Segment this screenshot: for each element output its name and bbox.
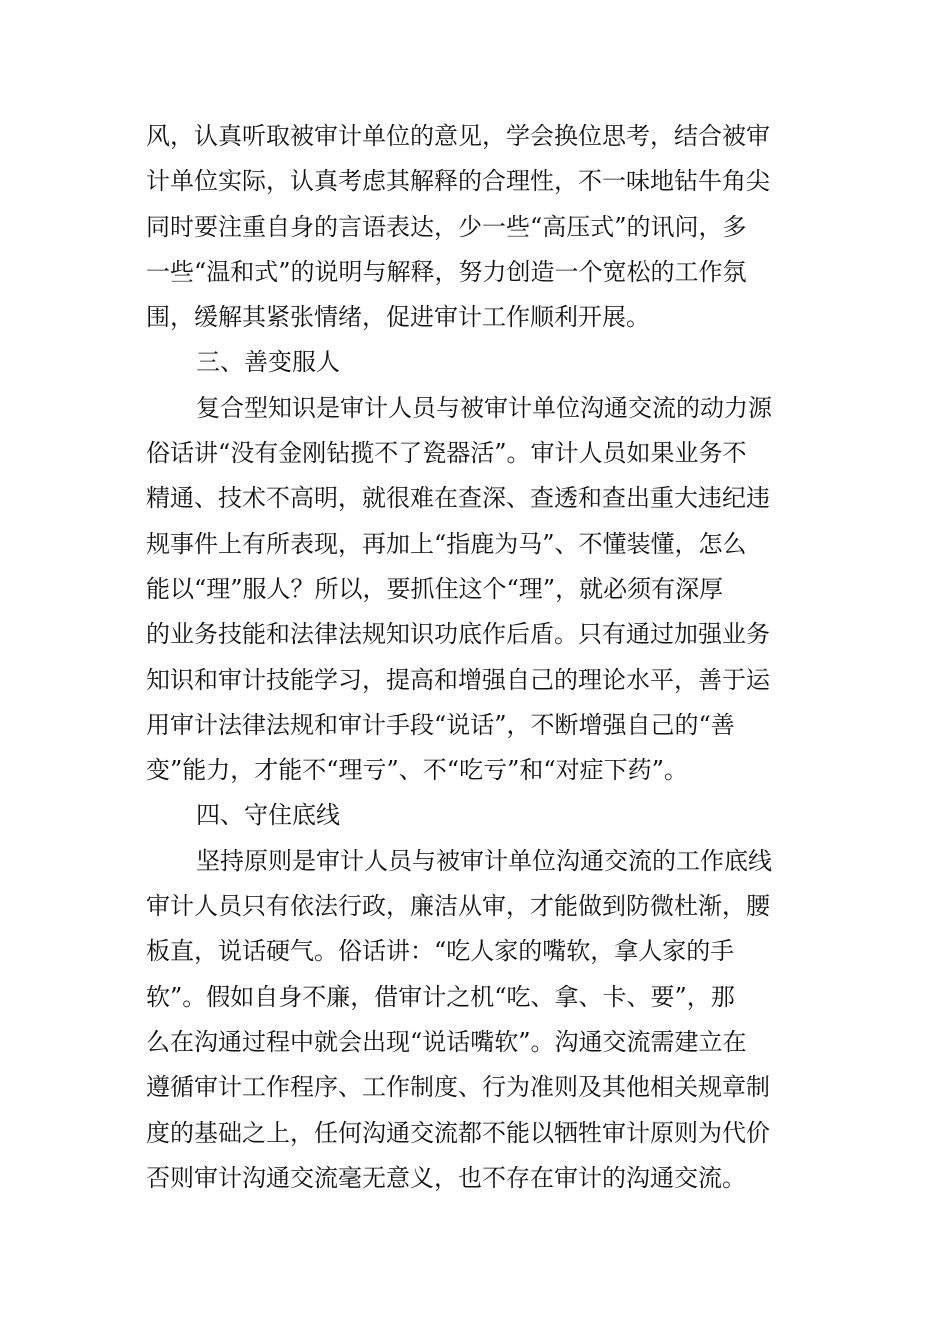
paragraph-section-3 xyxy=(146,386,816,794)
text-line: 计单位实际，认真考虑其解释的合理性，不一味地钻牛角尖 xyxy=(146,167,770,196)
section-heading-3: 三、善变服人 xyxy=(196,348,340,377)
text-line: 复合型知识是审计人员与被审计单位沟通交流的动力源 xyxy=(196,393,772,422)
text-line: 精通、技术不高明，就很难在查深、查透和查出重大违纪违 xyxy=(146,484,770,513)
text-line: 俗话讲“没有金刚钻揽不了瓷器活”。审计人员如果业务不 xyxy=(146,439,747,468)
paragraph-section-4 xyxy=(146,839,816,1201)
paragraph-section-2-tail xyxy=(146,114,816,340)
text-line: 板直，说话硬气。俗话讲：“吃人家的嘴软，拿人家的手 xyxy=(146,937,735,966)
text-line: 软”。假如自身不廉，借审计之机“吃、拿、卡、要”，那 xyxy=(146,982,735,1011)
text-line: 变”能力，才能不“理亏”、不“吃亏”和“对症下药”。 xyxy=(146,756,688,785)
text-line: 规事件上有所表现，再加上“指鹿为马”、不懂装懂，怎么 xyxy=(146,529,747,558)
document-body xyxy=(146,114,816,1201)
text-line: 一些“温和式”的说明与解释，努力创造一个宽松的工作氛 xyxy=(146,257,747,286)
text-line: 用审计法律法规和审计手段“说话”，不断增强自己的“善 xyxy=(146,710,735,739)
text-line: 风，认真听取被审计单位的意见，学会换位思考，结合被审 xyxy=(146,122,770,150)
text-line: 度的基础之上，任何沟通交流都不能以牺牲审计原则为代价 xyxy=(146,1118,770,1147)
text-line: 能以“理”服人？所以，要抓住这个“理”，就必须有深厚 xyxy=(146,574,724,603)
text-line: 围，缓解其紧张情绪，促进审计工作顺利开展。 xyxy=(146,303,650,332)
text-line: 么在沟通过程中就会出现“说话嘴软”。沟通交流需建立在 xyxy=(146,1027,747,1056)
text-line: 坚持原则是审计人员与被审计单位沟通交流的工作底线 xyxy=(196,846,772,875)
text-line: 遵循审计工作程序、工作制度、行为准则及其他相关规章制 xyxy=(146,1073,770,1102)
text-line: 知识和审计技能学习，提高和增强自己的理论水平，善于运 xyxy=(146,665,770,694)
section-heading-4: 四、守住底线 xyxy=(196,801,340,830)
text-line: 同时要注重自身的言语表达，少一些“高压式”的讯问，多 xyxy=(146,212,747,241)
text-line: 的业务技能和法律法规知识功底作后盾。只有通过加强业务 xyxy=(146,620,770,649)
text-line: 审计人员只有依法行政，廉洁从审，才能做到防微杜渐，腰 xyxy=(146,892,770,921)
text-line: 否则审计沟通交流毫无意义，也不存在审计的沟通交流。 xyxy=(146,1163,746,1192)
